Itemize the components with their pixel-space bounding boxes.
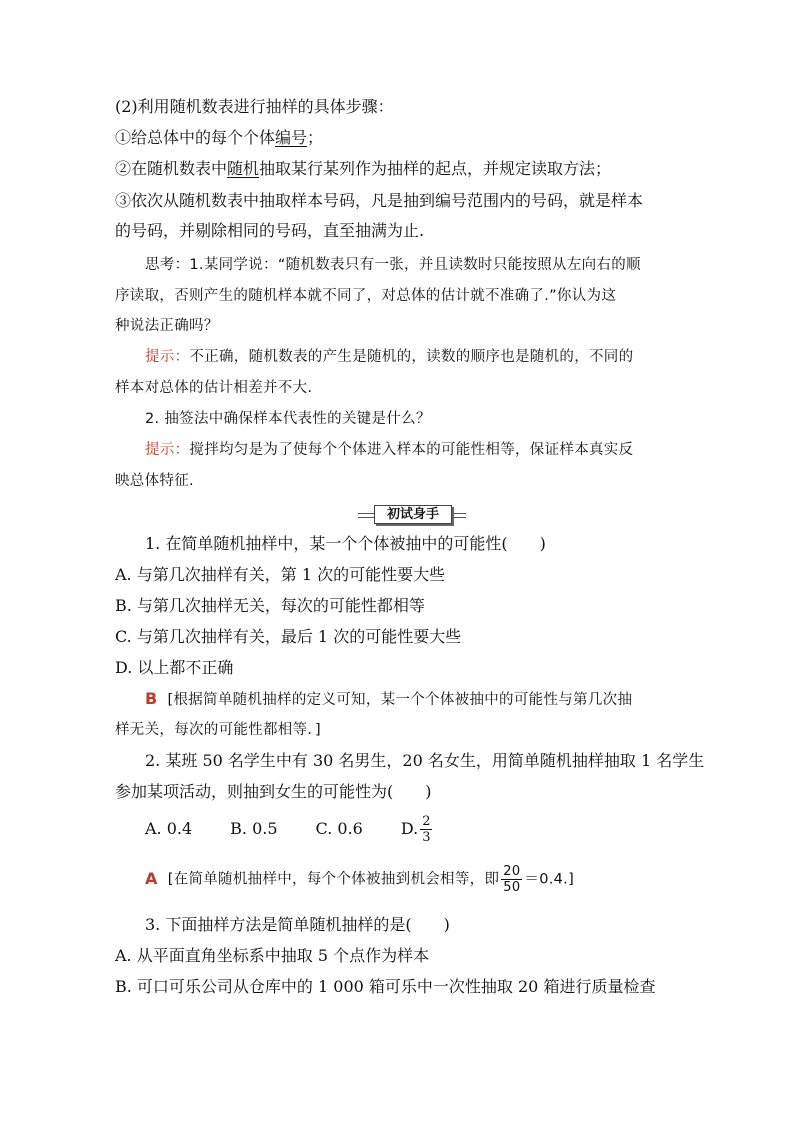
hint-1-line-2: 样本对总体的估计相差并不大. — [115, 380, 313, 396]
question-2-option-a: A. 0.4 — [145, 819, 193, 838]
question-2-options — [145, 814, 434, 845]
question-1-option-c: C. 与第几次抽样有关，最后 1 次的可能性要大些 — [115, 627, 462, 646]
question-2-option-d: D. $\frac{2}{3}$ — [400, 814, 431, 845]
hint-label: 提示： — [145, 349, 190, 365]
banner-title: 初试身手 — [374, 505, 452, 524]
question-1-explanation-line-2: 样无关，每次的可能性都相等．] — [115, 722, 321, 738]
step-3-line-2: 的号码，并剔除相同的号码，直至抽满为止. — [115, 221, 425, 240]
step-3-line-1: ③依次从随机数表中抽取样本号码，凡是抽到编号范围内的号码，就是样本 — [115, 191, 644, 210]
section-banner — [358, 505, 466, 523]
fraction: $\frac{20}{50}$ — [503, 864, 521, 895]
underlined-term-bianhao: 编号 — [275, 128, 308, 147]
question-2-option-b: B. 0.5 — [230, 819, 278, 838]
think-question-1-line-1: 思考：1.某同学说：“随机数表只有一张，并且读数时只能按照从左向右的顺 — [145, 257, 641, 273]
steps-heading: (2)利用随机数表进行抽样的具体步骤： — [115, 97, 394, 116]
question-1-option-b: B. 与第几次抽样无关，每次的可能性都相等 — [115, 596, 425, 615]
hint-2: 提示：搅拌均匀是为了使每个个体进入样本的可能性相等，保证样本真实反 — [145, 442, 634, 458]
underlined-term-suiji: 随机 — [227, 159, 260, 178]
answer-letter: B — [145, 689, 158, 708]
question-2-answer: A [在简单随机抽样中，每个个体被抽到机会相等，即 $\frac{20}{50}$ ＝0.4.] — [145, 864, 575, 895]
step-1: ①给总体中的每个个体编号； — [115, 128, 324, 147]
think-question-2: 2. 抽签法中确保样本代表性的关键是什么？ — [145, 411, 431, 427]
question-1-option-d: D. 以上都不正确 — [115, 658, 234, 677]
question-1-answer: B [根据简单随机抽样的定义可知，某一个个体被抽中的可能性与第几次抽 — [145, 689, 633, 708]
question-3-option-a: A. 从平面直角坐标系中抽取 5 个点作为样本 — [115, 946, 430, 965]
question-2-stem-line-1: 2. 某班 50 名学生中有 30 名男生，20 名女生，用简单随机抽样抽取 1 名学生 — [145, 751, 705, 770]
hint-2-line-2: 映总体特征. — [115, 473, 194, 489]
question-2-option-c: C. 0.6 — [315, 819, 363, 838]
think-question-1-line-3: 种说法正确吗？ — [115, 318, 219, 334]
question-1-option-a: A. 与第几次抽样有关，第 1 次的可能性要大些 — [115, 565, 446, 584]
think-question-1-line-2: 序读取，否则产生的随机样本就不同了，对总体的估计就不准确了.”你认为这 — [115, 288, 617, 304]
question-1-stem: 1. 在简单随机抽样中，某一个个体被抽中的可能性( ) — [145, 534, 546, 553]
hint-label: 提示： — [145, 442, 190, 458]
hint-1: 提示：不正确，随机数表的产生是随机的，读数的顺序也是随机的，不同的 — [145, 349, 634, 365]
fraction: $\frac{2}{3}$ — [422, 814, 431, 845]
question-3-option-b: B. 可口可乐公司从仓库中的 1 000 箱可乐中一次性抽取 20 箱进行质量检查 — [115, 977, 656, 996]
answer-letter: A — [145, 868, 158, 888]
question-3-stem: 3. 下面抽样方法是简单随机抽样的是( ) — [145, 915, 450, 934]
step-2: ②在随机数表中随机抽取某行某列作为抽样的起点，并规定读取方法； — [115, 159, 612, 178]
question-2-stem-line-2: 参加某项活动，则抽到女生的可能性为( ) — [115, 782, 432, 801]
